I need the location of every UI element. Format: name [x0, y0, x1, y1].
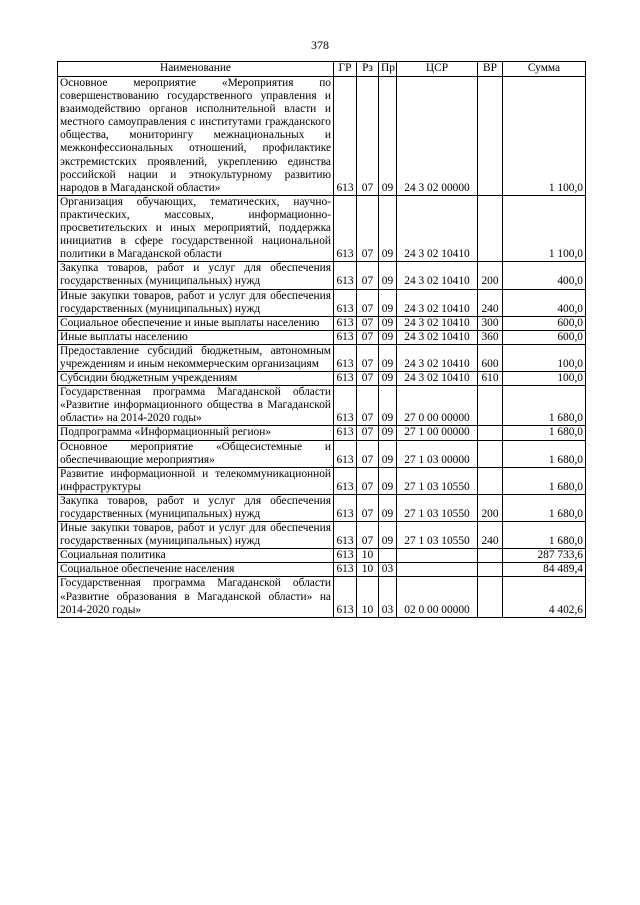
cell-rz: 07 [357, 386, 379, 426]
cell-name: Социальная политика [58, 549, 334, 563]
cell-pr: 09 [379, 344, 397, 371]
cell-pr: 09 [379, 195, 397, 261]
cell-vr [478, 467, 503, 494]
cell-pr: 09 [379, 77, 397, 196]
cell-csr: 24 3 02 10410 [397, 372, 478, 386]
header-row [58, 62, 586, 77]
cell-gr: 613 [334, 262, 357, 289]
cell-name: Государственная программа Магаданской области «Развитие информационного общества в Магаданской области» на 2014-2020 годы» [58, 386, 334, 426]
cell-pr: 09 [379, 522, 397, 549]
cell-sum: 400,0 [503, 262, 586, 289]
cell-sum: 1 100,0 [503, 77, 586, 196]
cell-name: Социальное обеспечение населения [58, 563, 334, 577]
table-row [58, 494, 586, 521]
cell-csr: 02 0 00 00000 [397, 577, 478, 617]
table-body [58, 77, 586, 618]
table-row [58, 344, 586, 371]
cell-csr [397, 563, 478, 577]
cell-gr: 613 [334, 426, 357, 440]
cell-pr: 09 [379, 372, 397, 386]
cell-rz: 07 [357, 262, 379, 289]
cell-rz: 10 [357, 549, 379, 563]
cell-csr: 27 1 00 00000 [397, 426, 478, 440]
cell-rz: 07 [357, 467, 379, 494]
cell-name: Социальное обеспечение и иные выплаты населению [58, 316, 334, 330]
cell-vr [478, 549, 503, 563]
cell-pr: 03 [379, 577, 397, 617]
cell-csr [397, 549, 478, 563]
table-row [58, 262, 586, 289]
cell-gr: 613 [334, 440, 357, 467]
cell-sum: 600,0 [503, 330, 586, 344]
table-row [58, 386, 586, 426]
cell-gr: 613 [334, 195, 357, 261]
cell-name: Основное мероприятие «Общесистемные и обеспечивающие мероприятия» [58, 440, 334, 467]
cell-sum: 84 489,4 [503, 563, 586, 577]
cell-vr [478, 577, 503, 617]
cell-gr: 613 [334, 549, 357, 563]
budget-table [57, 61, 586, 618]
cell-gr: 613 [334, 316, 357, 330]
cell-sum: 1 680,0 [503, 440, 586, 467]
cell-csr: 27 1 03 10550 [397, 494, 478, 521]
cell-sum: 100,0 [503, 344, 586, 371]
cell-name: Государственная программа Магаданской области «Развитие образования в Магаданской области» на 2014-2020 годы» [58, 577, 334, 617]
cell-csr: 24 3 02 10410 [397, 330, 478, 344]
cell-name: Иные закупки товаров, работ и услуг для обеспечения государственных (муниципальных) нужд [58, 289, 334, 316]
cell-gr: 613 [334, 522, 357, 549]
cell-sum: 287 733,6 [503, 549, 586, 563]
table-row [58, 195, 586, 261]
cell-sum: 1 680,0 [503, 426, 586, 440]
table-row [58, 316, 586, 330]
cell-rz: 10 [357, 577, 379, 617]
cell-gr: 613 [334, 577, 357, 617]
cell-vr: 600 [478, 344, 503, 371]
cell-rz: 07 [357, 426, 379, 440]
table-header [58, 62, 586, 77]
table-row [58, 563, 586, 577]
cell-sum: 1 680,0 [503, 494, 586, 521]
cell-name: Организация обучающих, тематических, научно-практических, массовых, информационно-просветительских и иных мероприятий, поддержка инициатив в сфере государственной национальной политики в Магаданской области [58, 195, 334, 261]
cell-rz: 07 [357, 195, 379, 261]
cell-name: Развитие информационной и телекоммуникационной инфраструктуры [58, 467, 334, 494]
table-row [58, 372, 586, 386]
cell-csr: 24 3 02 10410 [397, 344, 478, 371]
table-row [58, 577, 586, 617]
cell-rz: 07 [357, 372, 379, 386]
cell-pr: 09 [379, 426, 397, 440]
cell-sum: 1 680,0 [503, 467, 586, 494]
table-row [58, 522, 586, 549]
cell-name: Закупка товаров, работ и услуг для обеспечения государственных (муниципальных) нужд [58, 262, 334, 289]
cell-gr: 613 [334, 344, 357, 371]
cell-pr: 09 [379, 494, 397, 521]
page-number: 378 [311, 38, 329, 52]
table-row [58, 77, 586, 196]
cell-gr: 613 [334, 386, 357, 426]
column-header-sum: Сумма [503, 62, 586, 77]
cell-pr: 09 [379, 386, 397, 426]
cell-vr [478, 563, 503, 577]
column-header-vr: ВР [478, 62, 503, 77]
cell-csr: 24 3 02 10410 [397, 316, 478, 330]
table-row [58, 426, 586, 440]
cell-gr: 613 [334, 494, 357, 521]
cell-rz: 07 [357, 522, 379, 549]
cell-pr: 09 [379, 330, 397, 344]
column-header-rz: Рз [357, 62, 379, 77]
column-header-pr: Пр [379, 62, 397, 77]
cell-csr: 24 3 02 00000 [397, 77, 478, 196]
cell-rz: 07 [357, 330, 379, 344]
cell-rz: 07 [357, 344, 379, 371]
cell-sum: 4 402,6 [503, 577, 586, 617]
cell-vr [478, 386, 503, 426]
column-header-gr: ГР [334, 62, 357, 77]
table-row [58, 467, 586, 494]
cell-name: Закупка товаров, работ и услуг для обеспечения государственных (муниципальных) нужд [58, 494, 334, 521]
cell-csr: 24 3 02 10410 [397, 289, 478, 316]
cell-sum: 1 100,0 [503, 195, 586, 261]
cell-rz: 07 [357, 77, 379, 196]
table-row [58, 330, 586, 344]
cell-gr: 613 [334, 77, 357, 196]
cell-vr: 610 [478, 372, 503, 386]
cell-vr [478, 426, 503, 440]
cell-rz: 10 [357, 563, 379, 577]
cell-csr: 24 3 02 10410 [397, 262, 478, 289]
cell-gr: 613 [334, 372, 357, 386]
cell-vr: 200 [478, 262, 503, 289]
cell-vr: 240 [478, 522, 503, 549]
cell-gr: 613 [334, 467, 357, 494]
cell-vr: 240 [478, 289, 503, 316]
cell-pr: 09 [379, 467, 397, 494]
cell-sum: 1 680,0 [503, 522, 586, 549]
cell-vr: 200 [478, 494, 503, 521]
cell-sum: 100,0 [503, 372, 586, 386]
table-row [58, 289, 586, 316]
cell-vr: 360 [478, 330, 503, 344]
cell-gr: 613 [334, 289, 357, 316]
cell-pr: 09 [379, 289, 397, 316]
cell-sum: 400,0 [503, 289, 586, 316]
cell-rz: 07 [357, 494, 379, 521]
cell-vr [478, 440, 503, 467]
cell-pr [379, 549, 397, 563]
cell-csr: 27 0 00 00000 [397, 386, 478, 426]
cell-name: Иные закупки товаров, работ и услуг для обеспечения государственных (муниципальных) нужд [58, 522, 334, 549]
cell-csr: 24 3 02 10410 [397, 195, 478, 261]
column-header-name: Наименование [58, 62, 334, 77]
cell-vr: 300 [478, 316, 503, 330]
cell-pr: 09 [379, 440, 397, 467]
cell-gr: 613 [334, 330, 357, 344]
column-header-csr: ЦСР [397, 62, 478, 77]
cell-gr: 613 [334, 563, 357, 577]
cell-rz: 07 [357, 440, 379, 467]
cell-pr: 03 [379, 563, 397, 577]
cell-sum: 600,0 [503, 316, 586, 330]
table-row [58, 440, 586, 467]
cell-csr: 27 1 03 00000 [397, 440, 478, 467]
table-row [58, 549, 586, 563]
cell-sum: 1 680,0 [503, 386, 586, 426]
cell-csr: 27 1 03 10550 [397, 467, 478, 494]
cell-rz: 07 [357, 316, 379, 330]
cell-vr [478, 195, 503, 261]
cell-name: Иные выплаты населению [58, 330, 334, 344]
cell-name: Подпрограмма «Информационный регион» [58, 426, 334, 440]
cell-pr: 09 [379, 262, 397, 289]
cell-vr [478, 77, 503, 196]
cell-pr: 09 [379, 316, 397, 330]
cell-name: Предоставление субсидий бюджетным, автономным учреждениям и иным некоммерческим организациям [58, 344, 334, 371]
cell-csr: 27 1 03 10550 [397, 522, 478, 549]
cell-rz: 07 [357, 289, 379, 316]
cell-name: Основное мероприятие «Мероприятия по совершенствованию государственного управления и взаимодействию органов исполнительной власти и местного самоуправления с институтами гражданского общества, мониторингу межнациональных и межконфессиональных отношений, профилактике экстремистских проявлений, укреплению единства российской нации и этнокультурному развитию народов в Магаданской области» [58, 77, 334, 196]
cell-name: Субсидии бюджетным учреждениям [58, 372, 334, 386]
